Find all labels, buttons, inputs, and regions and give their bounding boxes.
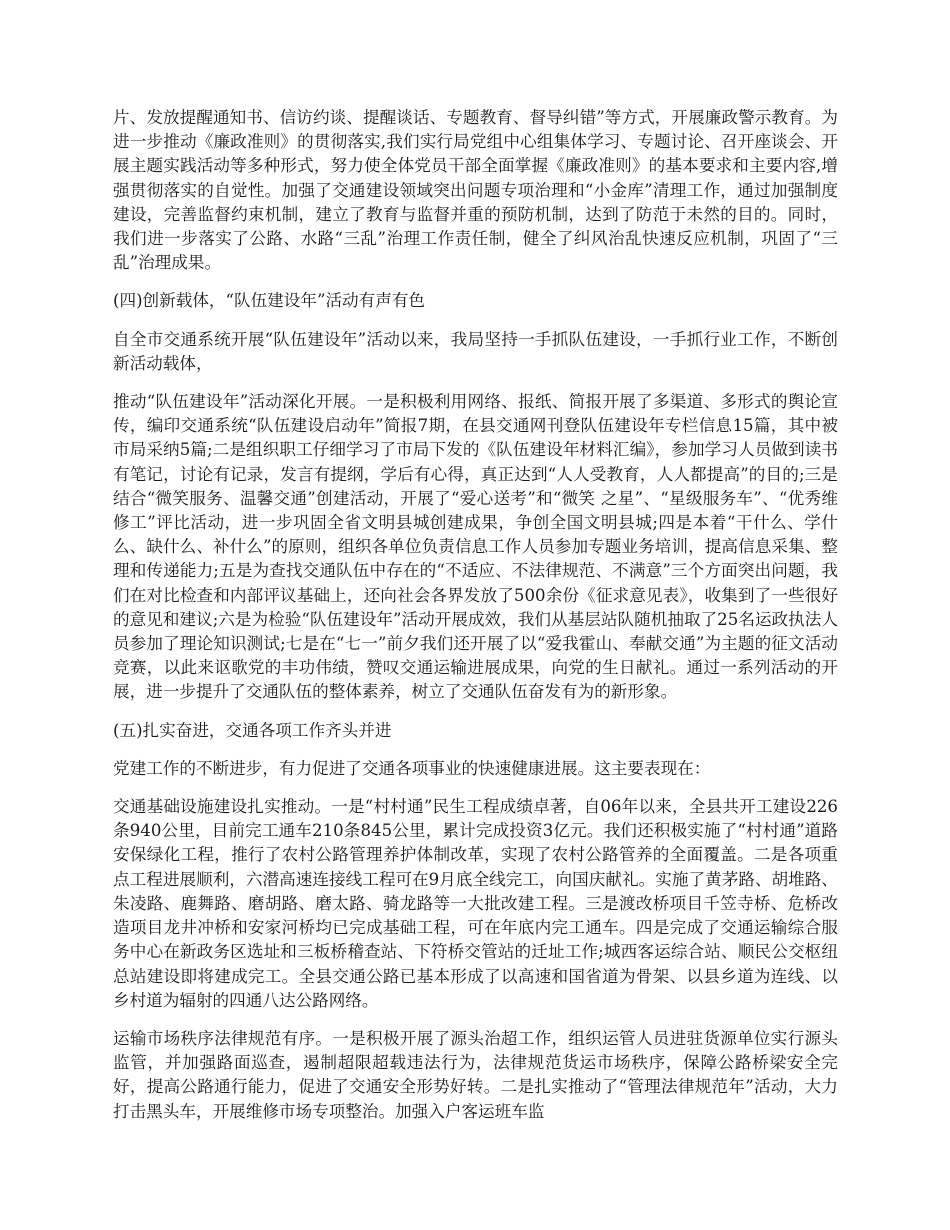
body-paragraph: 交通基础设施建设扎实推动。一是“村村通”民生工程成绩卓著，自06年以来，全县共开工建设226条940公里，目前完工通车210条845公里，累计完成投资3亿元。我们还积极实施了“村村通”道路安保绿化工程，推行了农村公路管理养护体制改革，实现了农村公路管养的全面覆盖。二是各项重点工程进展顺利，六潜高速连接线工程可在9月底全线完工，向国庆献礼。实施了黄茅路、胡堆路、朱凌路、鹿舞路、磨胡路、磨太路、骑龙路等一大批改建工程。三是渡改桥项目千笠寺桥、危桥改造项目龙井冲桥和安家河桥均已完成基础工程，可在年底内完工通车。四是完成了交通运输综合服务中心在新政务区选址和三板桥稽查站、下符桥交管站的迁址工作;城西客运综合站、顺民公交枢纽总站建设即将建成完工。全县交通公路已基本形成了以高速和国省道为骨架、以县乡道为连线、以乡村道为辐射的四通八达公路网络。 [113, 797, 838, 1010]
body-paragraph: 推动“队伍建设年”活动深化开展。一是积极利用网络、报纸、简报开展了多渠道、多形式的舆论宣传，编印交通系统“队伍建设启动年”简报7期，在县交通网刊登队伍建设年专栏信息15篇，其中被市局采纳5篇;二是组织职工仔细学习了市局下发的《队伍建设年材料汇编》，参加学习人员做到读书有笔记，讨论有记录，发言有提纲，学后有心得，真正达到“人人受教育，人人都提高”的目的;三是结合“微笑服务、温馨交通”创建活动，开展了“爱心送考”和“微笑 之星”、“星级服务车”、“优秀维修工”评比活动，进一步巩固全省文明县城创建成果，争创全国文明县城;四是本着“干什么、学什么、缺什么、补什么”的原则，组织各单位负责信息工作人员参加专题业务培训，提高信息采集、整理和传递能力;五是为查找交通队伍中存在的“不适应、不法律规范、不满意”三个方面突出问题，我们在对比检查和内部评议基础上，还向社会各界发放了500余份《征求意见表》，收集到了一些很好的意见和建议;六是为检验“队伍建设年”活动开展成效，我们从基层站队随机抽取了25名运政执法人员参加了理论知识测试;七是在“七一”前夕我们还开展了以“爱我霍山、奉献交通”为主题的征文活动竞赛，以此来讴歌党的丰功伟绩，赞叹交通运输进展成果，向党的生日献礼。通过一系列活动的开展，进一步提升了交通队伍的整体素养，树立了交通队伍奋发有为的新形象。 [113, 392, 838, 702]
section-heading: (四)创新载体，“队伍建设年”活动有声有色 [113, 291, 426, 311]
body-paragraph: 运输市场秩序法律规范有序。一是积极开展了源头治超工作，组织运管人员进驻货源单位实行源头监管，并加强路面巡查，遏制超限超载违法行为，法律规范货运市场秩序，保障公路桥梁安全完好，提高公路通行能力，促进了交通安全形势好转。二是扎实推动了“管理法律规范年”活动，大力打击黑头车，开展维修市场专项整治。加强入户客运班车监 [113, 1028, 838, 1121]
body-paragraph: 片、发放提醒通知书、信访约谈、提醒谈话、专题教育、督导纠错”等方式，开展廉政警示教育。为进一步推动《廉政准则》的贯彻落实,我们实行局党组中心组集体学习、专题讨论、召开座谈会、开展主题实践活动等多种形式，努力使全体党员干部全面掌握《廉政准则》的基本要求和主要内容,增强贯彻落实的自觉性。加强了交通建设领域突出问题专项治理和“小金库”清理工作，通过加强制度建设，完善监督约束机制，建立了教育与监督并重的预防机制，达到了防范于未然的目的。同时，我们进一步落实了公路、水路“三乱”治理工作责任制，健全了纠风治乱快速反应机制，巩固了“三乱”治理成果。 [113, 108, 838, 273]
body-paragraph: 党建工作的不断进步，有力促进了交通各项事业的快速健康进展。这主要表现在： [113, 758, 711, 778]
section-heading: (五)扎实奋进，交通各项工作齐头并进 [113, 720, 392, 740]
body-paragraph: 自全市交通系统开展“队伍建设年”活动以来，我局坚持一手抓队伍建设，一手抓行业工作，不断创新活动载体， [113, 329, 838, 373]
